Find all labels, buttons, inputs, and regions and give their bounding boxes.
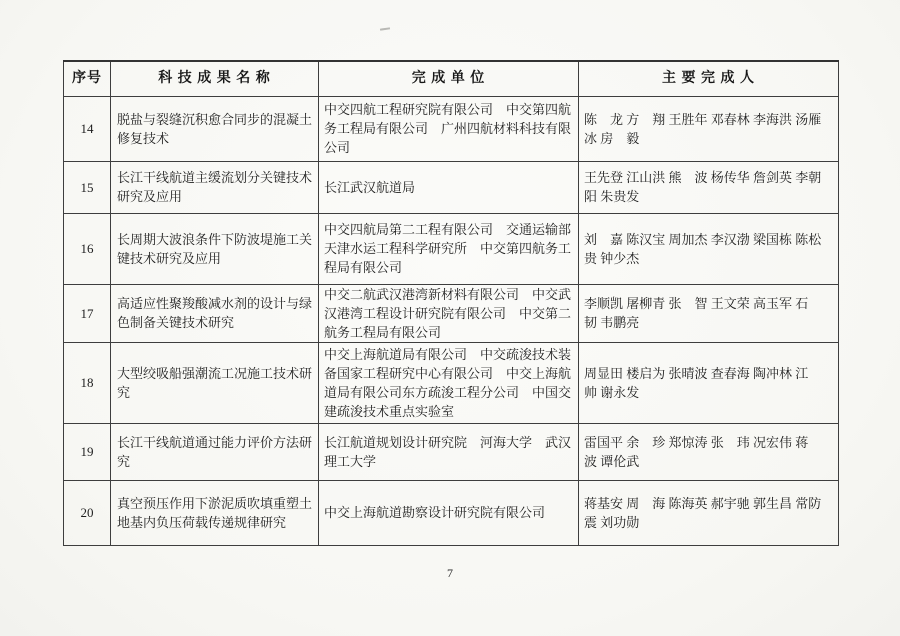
serial-cell: 15 xyxy=(64,161,111,213)
completing-unit-cell: 中交上海航道局有限公司 中交疏浚技术装备国家工程研究中心有限公司 中交上海航道局有限公司东方疏浚工程分公司 中国交建疏浚技术重点实验室 xyxy=(319,342,579,423)
serial-cell: 16 xyxy=(64,213,111,284)
achievement-name-cell: 高适应性聚羧酸减水剂的设计与绿色制备关键技术研究 xyxy=(111,284,319,342)
contributors-cell: 周显田 楼启为 张晴波 查春海 陶冲林 江 帅 谢永发 xyxy=(579,342,839,423)
completing-unit-cell: 长江武汉航道局 xyxy=(319,161,579,213)
page-number: 7 xyxy=(447,566,453,580)
table-row xyxy=(64,213,839,284)
table-row xyxy=(64,423,839,480)
serial-cell: 14 xyxy=(64,96,111,161)
contributors-cell: 李顺凯 屠柳青 张 智 王文荣 高玉军 石 韧 韦鹏亮 xyxy=(579,284,839,342)
completing-unit-cell: 中交四航局第二工程有限公司 交通运输部天津水运工程科学研究所 中交第四航务工程局有限公司 xyxy=(319,213,579,284)
achievement-name-cell: 长周期大波浪条件下防波堤施工关键技术研究及应用 xyxy=(111,213,319,284)
completing-unit-cell: 长江航道规划设计研究院 河海大学 武汉理工大学 xyxy=(319,423,579,480)
completing-unit-cell: 中交二航武汉港湾新材料有限公司 中交武汉港湾工程设计研究院有限公司 中交第二航务工程局有限公司 xyxy=(319,284,579,342)
table-row xyxy=(64,96,839,161)
table-row xyxy=(64,342,839,423)
serial-cell: 17 xyxy=(64,284,111,342)
achievements-table xyxy=(63,60,839,546)
contributors-cell: 王先登 江山洪 熊 波 杨传华 詹剑英 李朝阳 朱贵发 xyxy=(579,161,839,213)
table-row xyxy=(64,480,839,545)
contributors-cell: 蒋基安 周 海 陈海英 郝宇驰 郭生昌 常防震 刘功勋 xyxy=(579,480,839,545)
table-header-row xyxy=(64,61,839,96)
header-main-contributors: 主 要 完 成 人 xyxy=(579,61,839,96)
header-completing-unit: 完 成 单 位 xyxy=(319,61,579,96)
serial-cell: 20 xyxy=(64,480,111,545)
header-achievement-name: 科 技 成 果 名 称 xyxy=(111,61,319,96)
achievement-name-cell: 长江干线航道通过能力评价方法研究 xyxy=(111,423,319,480)
serial-cell: 18 xyxy=(64,342,111,423)
contributors-cell: 刘 嘉 陈汉宝 周加杰 李汉渤 梁国栋 陈松贵 钟少杰 xyxy=(579,213,839,284)
contributors-cell: 陈 龙 方 翔 王胜年 邓春林 李海洪 汤雁冰 房 毅 xyxy=(579,96,839,161)
table-row xyxy=(64,161,839,213)
completing-unit-cell: 中交四航工程研究院有限公司 中交第四航务工程局有限公司 广州四航材料科技有限公司 xyxy=(319,96,579,161)
achievement-name-cell: 真空预压作用下淤泥质吹填重塑土地基内负压荷载传递规律研究 xyxy=(111,480,319,545)
achievement-name-cell: 大型绞吸船强潮流工况施工技术研究 xyxy=(111,342,319,423)
scan-artifact-mark xyxy=(380,27,390,30)
header-serial-number: 序号 xyxy=(64,61,111,96)
table-row xyxy=(64,284,839,342)
contributors-cell: 雷国平 余 珍 郑惊涛 张 玮 况宏伟 蒋 波 谭伦武 xyxy=(579,423,839,480)
achievement-name-cell: 长江干线航道主缓流划分关键技术研究及应用 xyxy=(111,161,319,213)
completing-unit-cell: 中交上海航道勘察设计研究院有限公司 xyxy=(319,480,579,545)
serial-cell: 19 xyxy=(64,423,111,480)
achievement-name-cell: 脱盐与裂缝沉积愈合同步的混凝土修复技术 xyxy=(111,96,319,161)
